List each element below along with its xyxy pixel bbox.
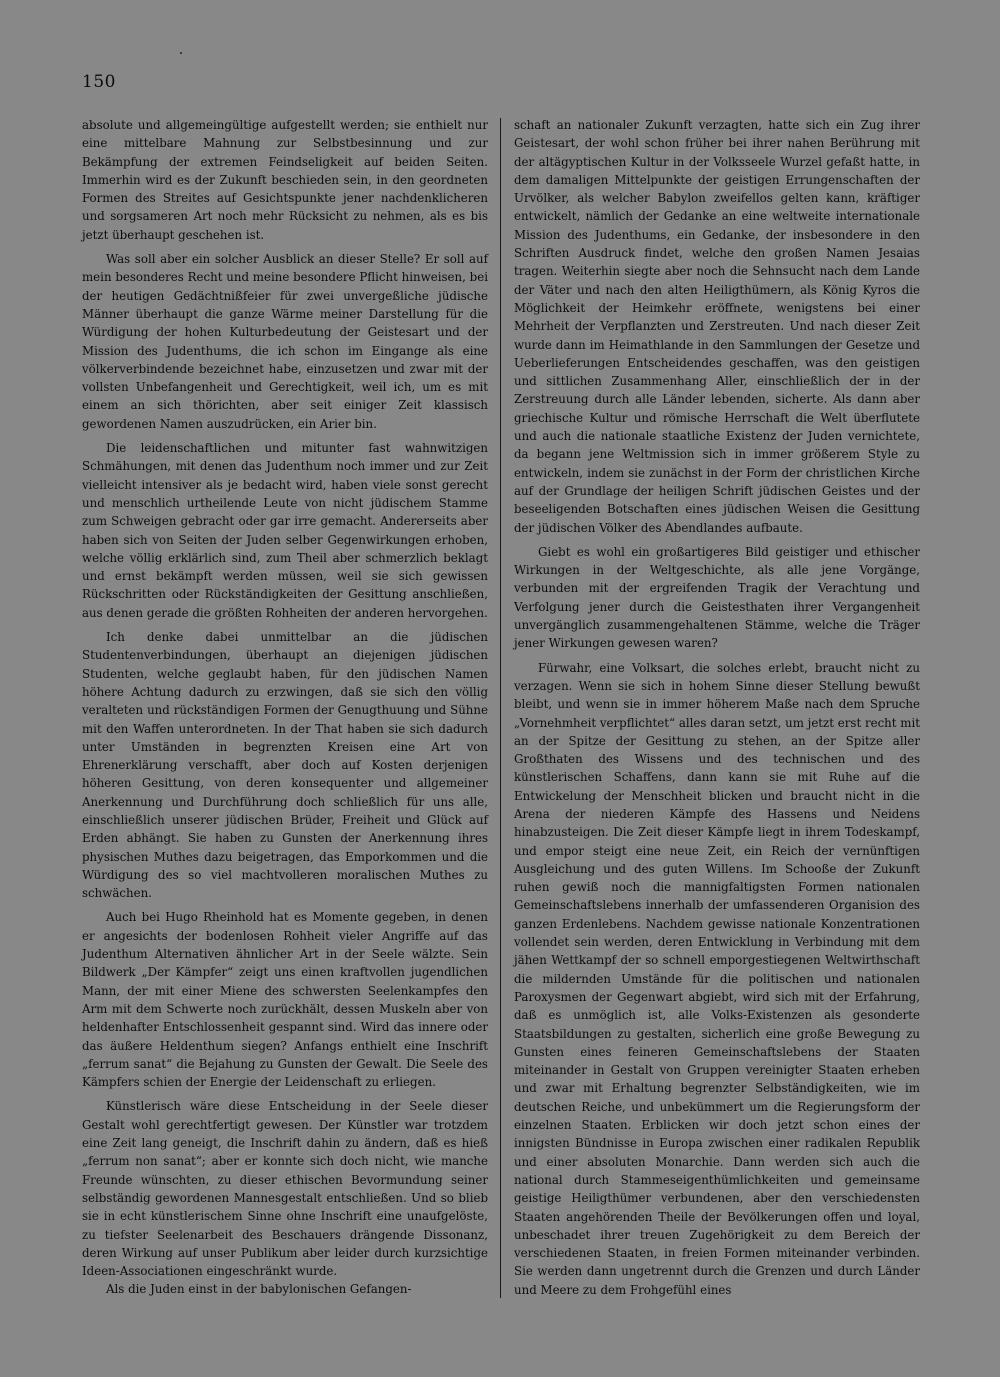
- paragraph: schaft an nationaler Zukunft verzagten, hatte sich ein Zug ihrer Geistesart, der wohl schon früher bei ihrer nahen Berührung mit der altägyptischen Kultur in der Volksseele Wurzel gefaßt hatte, in dem damaligen Mittelpunkte der geistigen Errungenschaften der Urvölker, als welcher Babylon zweifellos gelten kann, kräftiger entwickelt, nämlich der Gedanke an eine weltweite internationale Mission des Judenthums, ein Gedanke, der insbesondere in den Schriften Ausdruck findet, welche den großen Namen Jesaias tragen. Weiterhin siegte aber noch die Sehnsucht nach dem Lande der Väter und nach den alten Heiligthümern, als König Kyros die Möglichkeit der Heimkehr eröffnete, wenigstens bei einer Mehrheit der Verpflanzten und Zerstreuten. Und nach dieser Zeit wurde dann im Heimathlande in den Sammlungen der Gesetze und Ueberlieferungen Entscheidendes geschaffen, was den geistigen und sittlichen Zusammenhang Aller, einschließlich der in der Zerstreuung durch alle Länder lebenden, sicherte. Als dann aber griechische Kultur und römische Herrschaft die Welt überflutete und auch die nationale staatliche Existenz der Juden vernichtete, da begann jene Weltmission sich in immer größerem Style zu entwickeln, indem sie zunächst in der Form der christlichen Kirche auf der Grundlage der heiligen Schrift jüdischen Geistes und der beseeligenden Botschaften eines jüdischen Weisen die Gesittung der jüdischen Völker des Abendlandes aufbaute.: [514, 118, 920, 535]
- paragraph: Auch bei Hugo Rheinhold hat es Momente gegeben, in denen er angesichts der bodenlosen Rohheit vieler Angriffe auf das Judenthum Alternativen ähnlicher Art in der Seele wälzte. Sein Bildwerk „Der Kämpfer“ zeigt uns einen kraftvollen jugendlichen Mann, der mit einer Miene des schwersten Seelenkampfes den Arm mit dem Schwerte noch zurückhält, dessen Muskeln aber von heldenhafter Entschlossenheit gespannt sind. Wird das innere oder das äußere Heldenthum siegen? Anfangs enthielt eine Inschrift „ferrum sanat“ die Bejahung zu Gunsten der Gewalt. Die Seele des Kämpfers schien der Energie der Leidenschaft zu erliegen.: [82, 910, 488, 1090]
- scan-speck: [180, 52, 182, 54]
- left-column: [82, 116, 488, 1299]
- paragraph: Ich denke dabei unmittelbar an die jüdischen Studentenverbindungen, überhaupt an diejenigen jüdischen Studenten, welche geglaubt haben, für den jüdischen Namen höhere Achtung dadurch zu erzwingen, daß sie sich den völlig veralteten und rückständigen Formen der Genugthuung und Sühne mit den Waffen unterordneten. In der That haben sie sich dadurch unter Umständen in begrenzten Kreisen eine Art von Ehrenerklärung verschafft, aber doch auf Kosten derjenigen höheren Gesittung, von deren konsequenter und allgemeiner Anerkennung und Durchführung doch schließlich für uns alle, einschließlich unserer jüdischen Brüder, Freiheit und Glück auf Erden abhängt. Sie haben zu Gunsten der Anerkennung ihres physischen Muthes dazu beigetragen, das Emporkommen und die Würdigung des so viel machtvolleren moralischen Muthes zu schwächen.: [82, 630, 488, 901]
- paragraph: Giebt es wohl ein großartigeres Bild geistiger und ethischer Wirkungen in der Weltgeschichte, als alle jene Vorgänge, verbunden mit der ergreifenden Tragik der Verachtung und Verfolgung jener durch die Geistesthaten ihrer Vergangenheit unvergänglich zusammengehaltenen Stämme, welche die Träger jener Wirkungen gewesen waren?: [514, 544, 920, 651]
- right-column: [514, 116, 920, 1299]
- page-number: 150: [82, 72, 116, 92]
- paragraph: Was soll aber ein solcher Ausblick an dieser Stelle? Er soll auf mein besonderes Recht und meine besondere Pflicht hinweisen, bei der heutigen Gedächtnißfeier für zwei unvergeßliche jüdische Männer überhaupt die ganze Wärme meiner Darstellung für die Würdigung der hohen Kulturbedeutung der Geistesart und der Mission des Judenthums, die ich schon im Eingange als eine völkerverbindende bezeichnet habe, einzusetzen und zwar mit der vollsten Unbefangenheit und Gerechtigkeit, weil ich, um es mit einem an sich thörichten, aber seit einiger Zeit klassisch gewordenen Namen auszudrücken, ein Arier bin.: [82, 252, 488, 431]
- paragraph: Die leidenschaftlichen und mitunter fast wahnwitzigen Schmähungen, mit denen das Judenthum noch immer und zur Zeit vielleicht intensiver als je bedacht wird, haben viele sonst gerecht und menschlich urtheilende Leute von nicht jüdischem Stamme zum Schweigen gebracht oder gar irre gemacht. Andererseits aber haben sich von Seiten der Juden selber Gegenwirkungen erhoben, welche völlig erklärlich sind, zum Theil aber schmerzlich beklagt und ernst bekämpft werden müssen, weil sie sich gewissen Rückschritten oder Rückständigkeiten der Gesittung anschließen, aus denen gerade die größten Rohheiten der anderen hervorgehen.: [82, 441, 488, 620]
- paragraph: Fürwahr, eine Volksart, die solches erlebt, braucht nicht zu verzagen. Wenn sie sich in hohem Sinne dieser Stellung bewußt bleibt, und wenn sie in immer höherem Maße nach dem Spruche „Vornehmheit verpflichtet“ alles daran setzt, um jetzt erst recht mit an der Spitze der Gesittung zu stehen, an der Spitze aller Großthaten des Wissens und des technischen und des künstlerischen Schaffens, dann kann sie mit Ruhe auf die Entwickelung der Menschheit blicken und braucht nicht in die Arena der niederen Kämpfe des Hassens und Neidens hinabzusteigen. Die Zeit dieser Kämpfe liegt in ihrem Todeskampf, und empor steigt eine neue Zeit, ein Reich der vernünftigen Ausgleichung und des guten Willens. Im Schooße der Zukunft ruhen gewiß noch die mannigfaltigsten Formen nationalen Gemeinschaftslebens innerhalb der umfassenderen Organision des ganzen Erdenlebens. Nachdem gewisse nationale Konzentrationen vollendet sein werden, deren Entwicklung in Verbindung mit dem jähen Wettkampf der so schnell emporgestiegenen Weltwirthschaft die mildernden Umstände für die politischen und nationalen Paroxysmen der Gegenwart abgiebt, wird sich mit der Erfahrung, daß es unmöglich ist, alle Volks-Existenzen als gesonderte Staatsbildungen zu gestalten, sicherlich eine große Bewegung zu Gunsten eines feineren Gemeinschaftslebens der Staaten miteinander in Gestalt von Gruppen vereinigter Staaten erheben und zwar mit Erhaltung begrenzter Selbständigkeiten, wie im deutschen Reiche, und unbekümmert um die Regierungsform der einzelnen Staaten. Erblicken wir doch jetzt schon eines der innigsten Bündnisse in Europa zwischen einer radikalen Republik und einer absoluten Monarchie. Dann werden sich auch die national durch Stammeseigenthümlichkeiten und gemeinsame geistige Heiligthümer verbundenen, aber den verschiedensten Staaten angehörenden Theile der Bevölkerungen offen und loyal, unbeschadet ihrer treuen Zugehörigkeit zu dem Bereich der verschiedenen Staaten, in freien Formen miteinander verbinden. Sie werden dann ungetrennt durch die Grenzen und durch Länder und Meere zu dem Frohgefühl eines: [514, 660, 920, 1297]
- paragraph: absolute und allgemeingültige aufgestellt werden; sie enthielt nur eine mittelbare Mahnung zur Selbstbesinnung und zur Bekämpfung der extremen Feindseligkeit auf beiden Seiten. Immerhin wird es der Zukunft beschieden sein, in den geordneten Formen des Streites auf Gesichtspunkte jener nachdenklicheren und sorgsameren Art noch mehr Rücksicht zu nehmen, als es bis jetzt überhaupt geschehen ist.: [82, 118, 488, 242]
- paragraph: Als die Juden einst in der babylonischen Gefangen-: [106, 1282, 412, 1297]
- column-divider: [500, 118, 501, 1298]
- paragraph: Künstlerisch wäre diese Entscheidung in der Seele dieser Gestalt wohl gerechtfertigt gewesen. Der Künstler war trotzdem eine Zeit lang geneigt, die Inschrift dahin zu ändern, daß es hieß „ferrum non sanat“; aber er konnte sich doch nicht, wie manche Freunde wünschten, zu dieser ethischen Bevormundung seiner selbständig gewordenen Mannesgestalt entschließen. Und so blieb sie in echt künstlerischem Sinne ohne Inschrift eine unaufgelöste, zu tiefster Seelenarbeit des Beschauers drängende Dissonanz, deren Wirkung auf unser Publikum aber leider durch kurzsichtige Ideen-Associationen eingeschränkt wurde.: [82, 1099, 488, 1279]
